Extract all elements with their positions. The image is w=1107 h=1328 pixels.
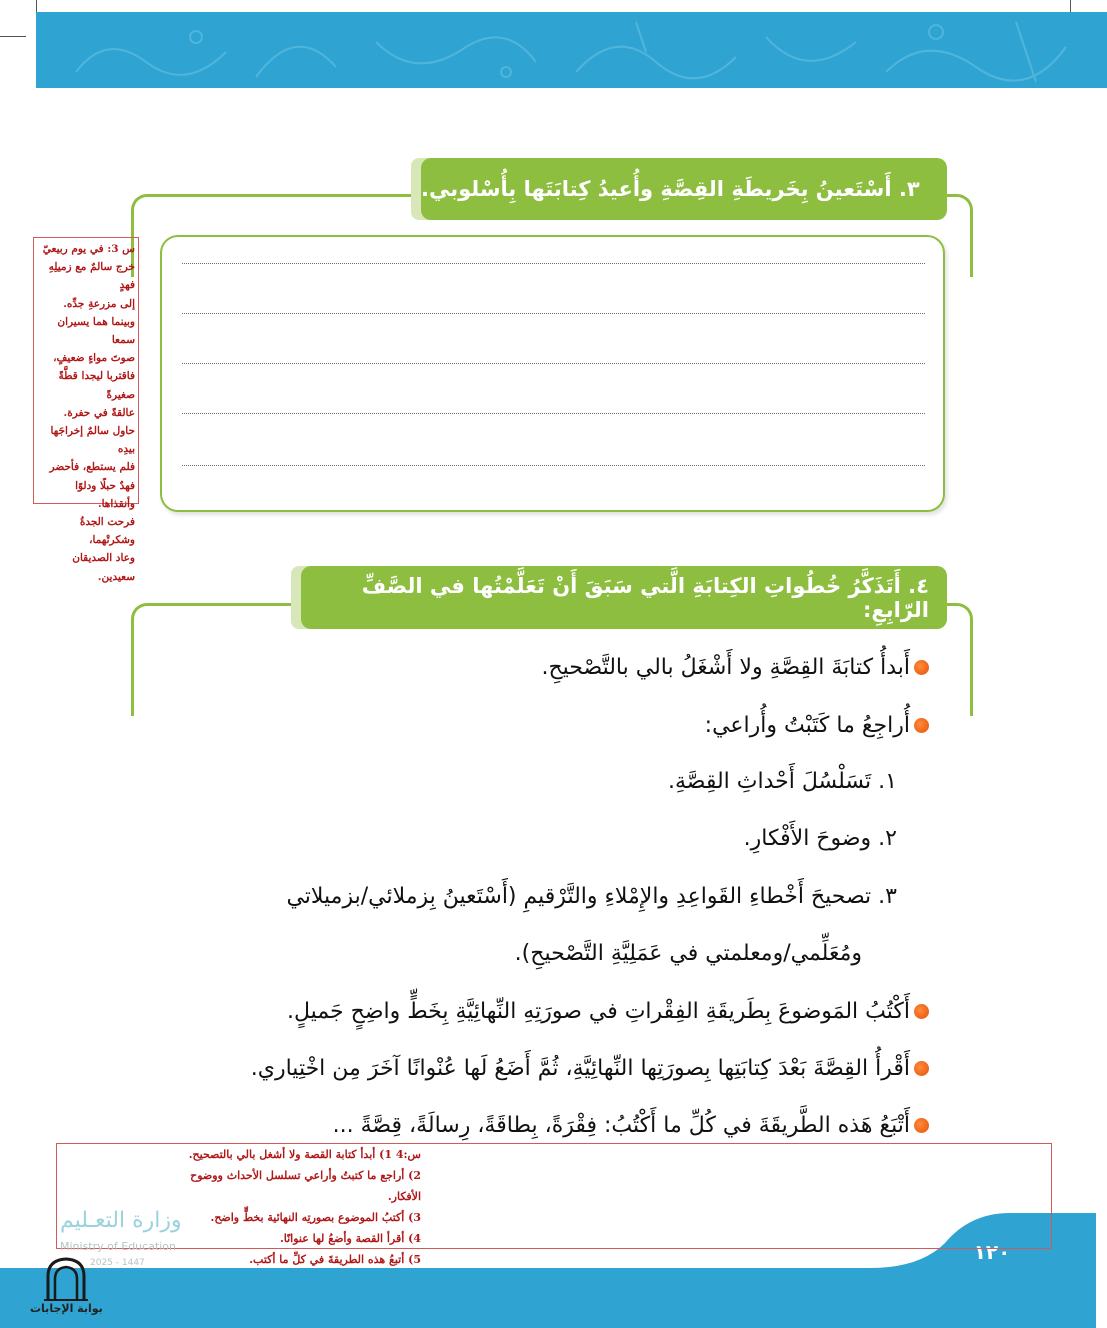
note-line: 2) أراجع ما كتبتُ وأراعي تسلسل الأحداث ووضوح الأفكار.: [190, 1169, 421, 1203]
note-line: 3) أكتبُ الموضوع بصورتِه النهائية بخطٍّ واضح.: [210, 1211, 421, 1224]
note-line: حاول سالمٌ إخراجَها بيدِه: [50, 425, 135, 456]
portal-label: بوابة الإجابات: [30, 1302, 103, 1315]
calligraphy-pattern: [36, 12, 1107, 88]
portal-arch-icon: [44, 1256, 88, 1302]
note-line: 5) أتبعُ هذه الطريقةَ في كلِّ ما أكتب.: [249, 1253, 421, 1266]
writing-line[interactable]: [182, 465, 925, 466]
note-line: س 3: في يوم ربيعيّ: [42, 243, 135, 255]
note-line: س:4 1) أبدأ كتابة القصة ولا أشغل بالي بالتصحيح.: [188, 1148, 421, 1161]
sub-step-1: ١. تَسَلْسُلَ أَحْداثِ القِصَّةِ.: [667, 769, 897, 794]
note-line: وعاد الصديقان: [72, 552, 135, 565]
bullet-dot-icon: [914, 718, 929, 733]
step-bullet-2: [705, 713, 929, 738]
bullet-dot-icon: [914, 660, 929, 675]
page-number: ١٢٠: [973, 1240, 1011, 1264]
sub-step-3: ٣. تصحيحَ أَخْطاءِ القَواعِدِ والإِمْلاءِ والتَّرْقيمِ (أَسْتَعينُ بِزملائي/بزميلاتي: [286, 884, 897, 909]
writing-line[interactable]: [182, 313, 925, 314]
section4-title: ٤. أَتَذَكَّرُ خُطُواتِ الكِتابَةِ الَّتي سَبَقَ أَنْ تَعَلَّمْتُها في الصَّفِّ الرّابِعِ:: [301, 566, 947, 629]
edition-year: 2025 - 1447: [90, 1258, 145, 1268]
writing-line[interactable]: [182, 413, 925, 414]
note-line: صوتَ مواءٍ ضعيفٍ،: [53, 352, 135, 365]
note-line: فلم يستطع، فأحضر: [49, 461, 135, 474]
step-bullet-1: [541, 655, 929, 680]
step-bullet-4: [251, 1056, 929, 1081]
step-text: أَبدأُ كتابَةَ القِصَّةِ ولا أَشْغَلُ بالي بالتَّصْحيحِ.: [541, 655, 910, 680]
step-text: أُراجِعُ ما كَتَبْتُ وأُراعي:: [704, 713, 910, 738]
bullet-dot-icon: [914, 1004, 929, 1019]
note-line: عالقةً في حفرة.: [63, 406, 135, 419]
note-line: 4) أقرأ القصة وأضعُ لها عنوانًا.: [279, 1232, 421, 1245]
step-text: أَتْبَعُ هَذه الطَّريقَةَ في كُلِّ ما أَكْتُبُ: فِقْرَةً، بِطاقَةً، رِسالَةً، قِصَّةً ...: [332, 1113, 910, 1138]
note-line: خرج سالمٌ مع زميلِهِ فهدٍ: [48, 261, 135, 292]
top-banner: [36, 12, 1107, 88]
note-line: إلى مزرعةِ جدِّه.: [63, 297, 135, 310]
note-line: وأنقذاها.: [97, 497, 135, 510]
step-text: أَكْتُبُ المَوضوعَ بِطَريقَةِ الفِقْراتِ في صورَتِهِ النِّهائِيَّةِ بِخَطٍّ واضِحٍ جَميلٍ.: [287, 999, 910, 1024]
answer-note-q3: [33, 237, 139, 583]
bullet-dot-icon: [914, 1061, 929, 1076]
section3-title: ٣. أَسْتَعينُ بِخَريطَةِ القِصَّةِ وأُعيدُ كِتابَتَها بِأُسْلوبي.: [421, 158, 947, 220]
writing-line[interactable]: [182, 263, 925, 264]
note-line: سعيدين.: [97, 570, 135, 583]
step-bullet-3: [287, 999, 929, 1024]
step-bullet-5: [333, 1113, 929, 1138]
step-text: أَقْرأُ القِصَّةَ بَعْدَ كِتابَتِها بِصورَتِها النِّهائِيَّةِ، ثُمَّ أَضَعُ لَها عُنْوانًا آخَرَ مِن اخْتِياري.: [250, 1056, 910, 1081]
crop-mark: [0, 36, 26, 37]
ministry-logo-text: وزارة التعـليم: [60, 1208, 182, 1233]
writing-line[interactable]: [182, 363, 925, 364]
ministry-english-text: Ministry of Education: [60, 1240, 177, 1253]
note-line: وبينما هما يسيران سمعا: [57, 315, 135, 347]
sub-step-3-continued: ومُعَلِّمي/ومعلمتي في عَمَلِيَّةِ التَّصْحيحِ).: [514, 941, 862, 966]
note-line: فاقتربا ليجدا قطَّةً صغيرةً: [58, 370, 135, 401]
writing-box[interactable]: [160, 235, 945, 512]
note-line: فرحت الجدةُ وشكرتْهما،: [79, 516, 135, 547]
bullet-dot-icon: [914, 1118, 929, 1133]
note-line: فهدٌ حبلًا ودلوًا: [75, 479, 135, 492]
sub-step-2: ٢. وضوحَ الأَفْكارِ.: [743, 826, 897, 851]
